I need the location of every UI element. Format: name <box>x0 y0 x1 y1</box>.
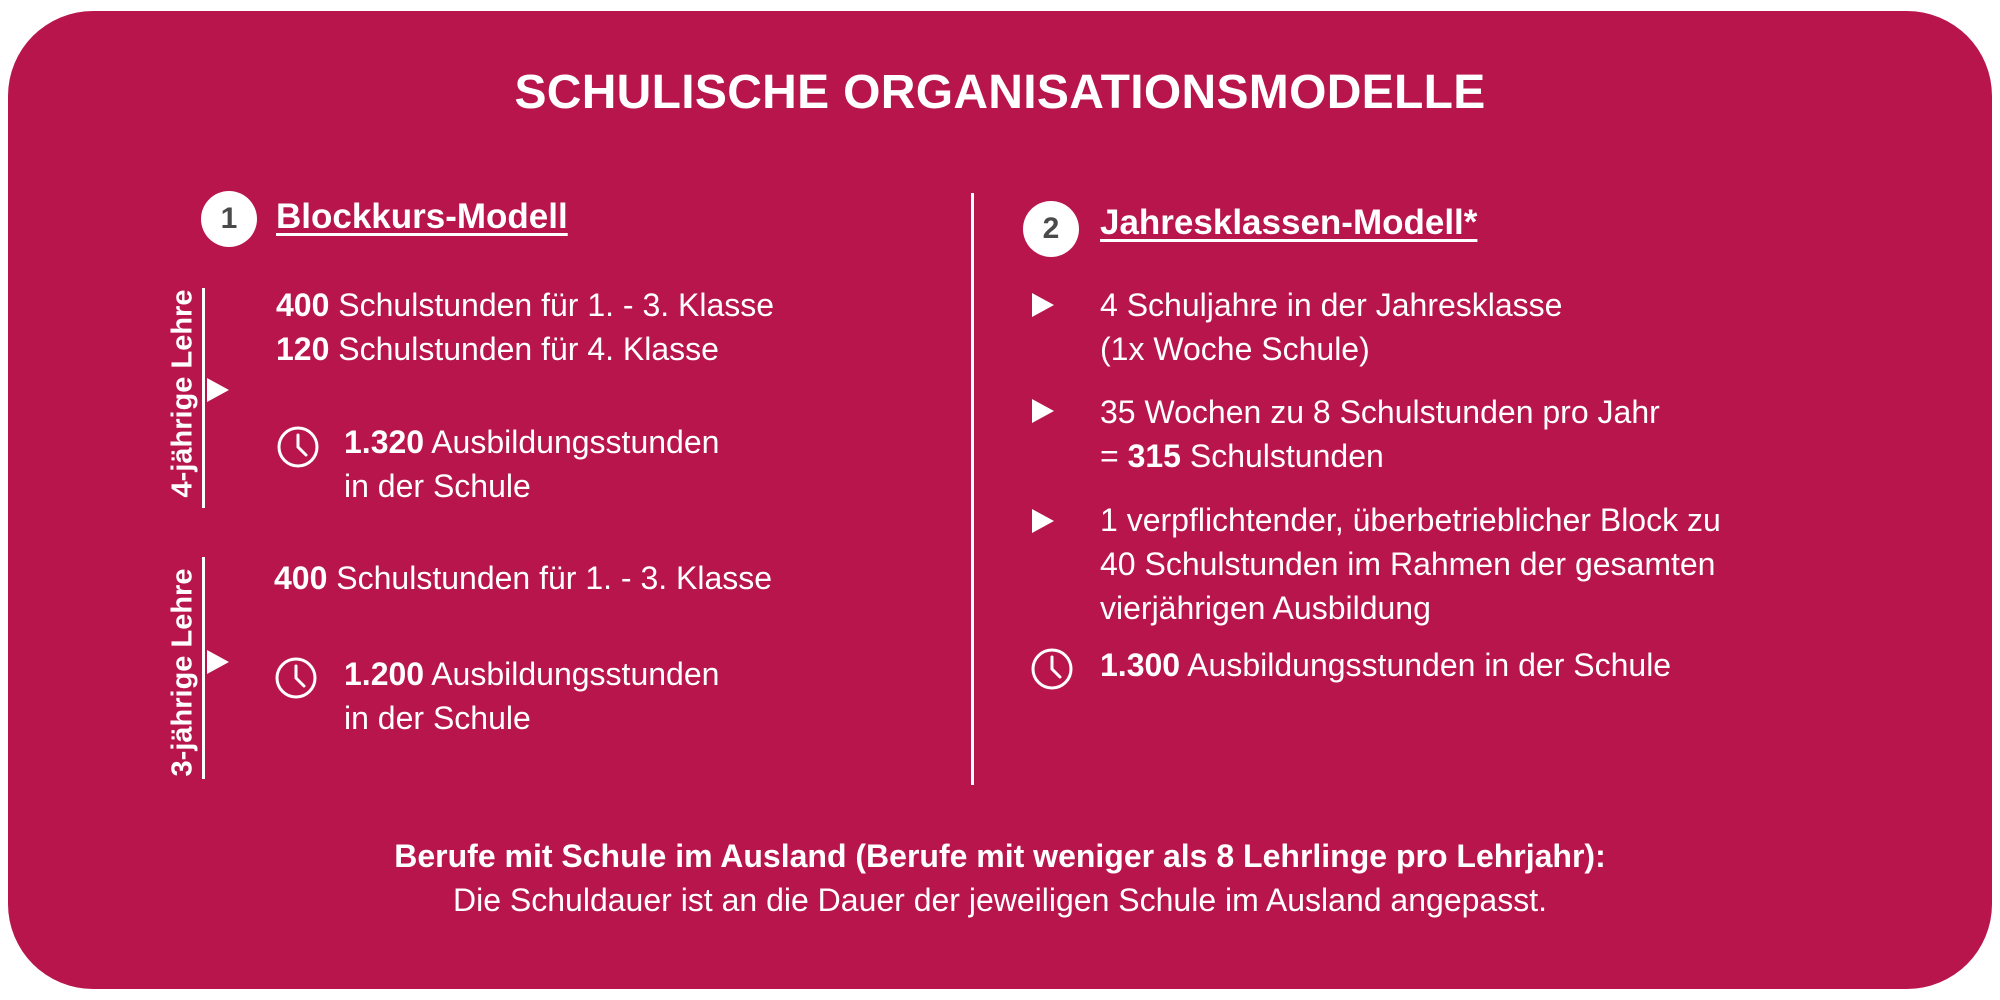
model-number-2: 2 <box>1023 201 1079 257</box>
group-4-total-line2: in der Schule <box>344 468 531 504</box>
bullet3-line3: vierjährigen Ausbildung <box>1100 590 1431 626</box>
group-3-total-text: Ausbildungsstunden <box>424 656 720 692</box>
group-4-total-number: 1.320 <box>344 424 425 460</box>
group-3-total-line2: in der Schule <box>344 700 531 736</box>
group-4-line1-number: 400 <box>276 287 330 323</box>
right-total <box>1100 643 1671 687</box>
footer-text: Die Schuldauer ist an die Dauer der jeweiligen Schule im Ausland angepasst. <box>453 882 1547 918</box>
group-4-label: 4-jährige Lehre <box>166 289 199 498</box>
bullet2-line1: 35 Wochen zu 8 Schulstunden pro Jahr <box>1100 394 1660 430</box>
group-4-line2-number: 120 <box>276 331 330 367</box>
group-3-total-number: 1.200 <box>344 656 425 692</box>
footer-heading: Berufe mit Schule im Ausland (Berufe mit weniger als 8 Lehrlinge pro Lehrjahr): <box>394 838 1606 874</box>
triangle-arrow-icon <box>1032 399 1054 423</box>
group-4-line2 <box>276 327 719 371</box>
group-3-label: 3-jährige Lehre <box>166 568 199 777</box>
bullet2-line2 <box>1100 434 1384 478</box>
triangle-arrow-icon <box>207 650 229 674</box>
group-4-total <box>344 420 719 464</box>
clock-icon <box>1030 647 1074 691</box>
triangle-arrow-icon <box>1032 293 1054 317</box>
bullet2-suffix: Schulstunden <box>1180 438 1384 474</box>
bullet3-line2: 40 Schulstunden im Rahmen der gesamten <box>1100 546 1716 582</box>
page-title: SCHULISCHE ORGANISATIONSMODELLE <box>514 66 1486 119</box>
bullet1-line1: 4 Schuljahre in der Jahresklasse <box>1100 287 1563 323</box>
organisation-models-card <box>8 11 1992 989</box>
triangle-arrow-icon <box>1032 509 1054 533</box>
clock-icon <box>274 656 318 700</box>
bullet1-line2: (1x Woche Schule) <box>1100 331 1370 367</box>
bullet3-line1: 1 verpflichtender, überbetrieblicher Block zu <box>1100 502 1721 538</box>
right-total-text: Ausbildungsstunden in der Schule <box>1180 647 1672 683</box>
group-4-line <box>202 288 205 508</box>
footer-note <box>8 834 1992 922</box>
triangle-arrow-icon <box>207 378 229 402</box>
group-3-line1 <box>274 556 772 600</box>
right-total-number: 1.300 <box>1100 647 1181 683</box>
bullet2-number: 315 <box>1127 438 1181 474</box>
group-3-line1-number: 400 <box>274 560 328 596</box>
clock-icon <box>276 425 320 469</box>
group-3-line <box>202 557 205 779</box>
jahresklassen-heading: Jahresklassen-Modell* <box>1100 203 1478 242</box>
column-divider <box>971 193 974 785</box>
bullet2-prefix: = <box>1100 438 1128 474</box>
model-number-1: 1 <box>201 191 257 247</box>
group-3-line1-text: Schulstunden für 1. - 3. Klasse <box>327 560 773 596</box>
blockkurs-heading: Blockkurs-Modell <box>276 197 568 236</box>
group-4-line2-text: Schulstunden für 4. Klasse <box>329 331 719 367</box>
group-4-line1 <box>276 283 774 327</box>
group-4-total-text: Ausbildungsstunden <box>424 424 720 460</box>
group-3-total <box>344 652 719 696</box>
group-4-line1-text: Schulstunden für 1. - 3. Klasse <box>329 287 775 323</box>
